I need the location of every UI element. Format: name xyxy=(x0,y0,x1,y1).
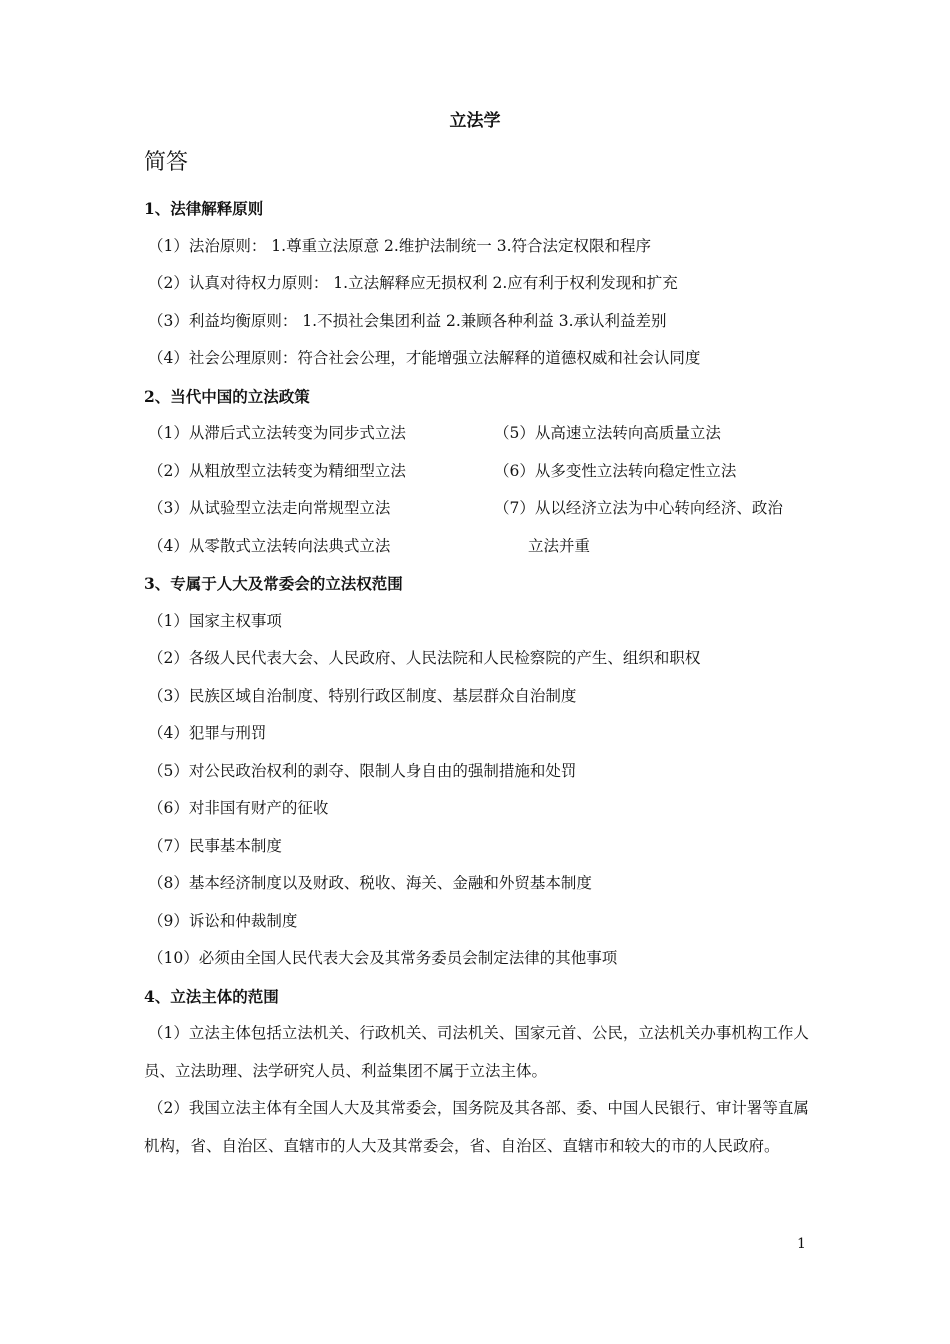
q2-left-column xyxy=(144,415,494,565)
question-2-heading: 2、当代中国的立法政策 xyxy=(144,386,310,406)
question-3-heading: 3、专属于人大及常委会的立法权范围 xyxy=(144,574,403,593)
q3-item: （1）国家主权事项 xyxy=(148,611,282,630)
q3-item: （6）对非国有财产的征收 xyxy=(148,799,329,817)
q3-item: （4）犯罪与刑罚 xyxy=(148,724,267,742)
q2-item: （4）从零散式立法转向法典式立法 xyxy=(148,536,391,555)
section-heading: 简答 xyxy=(144,150,189,175)
q2-columns xyxy=(144,415,824,565)
q2-item: （3）从试验型立法走向常规型立法 xyxy=(148,499,391,517)
q3-item: （9）诉讼和仲裁制度 xyxy=(148,911,298,930)
q2-item: （7）从以经济立法为中心转向经济、政治 xyxy=(494,499,783,517)
q2-item: （5）从高速立法转向高质量立法 xyxy=(494,424,721,442)
q2-item: （2）从粗放型立法转变为精细型立法 xyxy=(148,461,406,480)
q1-item: （3）利益均衡原则： 1.不损社会集团利益 2.兼顾各种利益 3.承认利益差别 xyxy=(148,311,667,330)
q4-paragraph-2: （2）我国立法主体有全国人大及其常委会，国务院及其各部、委、中国人民银行、审计署等直属机构，省、自治区、直辖市的人大及其常委会，省、自治区、直辖市和较大的市的人民政府。 xyxy=(144,1099,809,1155)
q4-paragraph-1: （1）立法主体包括立法机关、行政机关、司法机关、国家元首、公民，立法机关办事机构工作人员、立法助理、法学研究人员、利益集团不属于立法主体。 xyxy=(144,1024,809,1080)
q1-item: （4）社会公理原则：符合社会公理，才能增强立法解释的道德权威和社会认同度 xyxy=(148,349,701,367)
page-number: 1 xyxy=(797,1236,806,1252)
q3-item: （10）必须由全国人民代表大会及其常务委员会制定法律的其他事项 xyxy=(148,949,618,967)
q3-item: （3）民族区域自治制度、特别行政区制度、基层群众自治制度 xyxy=(148,686,577,705)
q1-item: （1）法治原则： 1.尊重立法原意 2.维护法制统一 3.符合法定权限和程序 xyxy=(148,236,652,255)
q2-item-continuation: 立法并重 xyxy=(528,536,591,555)
q3-item: （7）民事基本制度 xyxy=(148,836,282,855)
question-1-heading: 1、法律解释原则 xyxy=(144,199,264,218)
q1-item: （2）认真对待权力原则： 1.立法解释应无损权利 2.应有利于权利发现和扩充 xyxy=(148,274,678,292)
question-4-heading: 4、立法主体的范围 xyxy=(144,986,279,1006)
q3-item: （2）各级人民代表大会、人民政府、人民法院和人民检察院的产生、组织和职权 xyxy=(148,649,701,667)
document-body xyxy=(144,190,824,1165)
document-title: 立法学 xyxy=(449,111,501,131)
q3-item: （8）基本经济制度以及财政、税收、海关、金融和外贸基本制度 xyxy=(148,874,592,892)
q2-item: （1）从滞后式立法转变为同步式立法 xyxy=(148,424,406,442)
q2-item: （6）从多变性立法转向稳定性立法 xyxy=(494,461,737,480)
q2-right-column xyxy=(494,415,824,565)
q3-item: （5）对公民政治权利的剥夺、限制人身自由的强制措施和处罚 xyxy=(148,761,577,780)
